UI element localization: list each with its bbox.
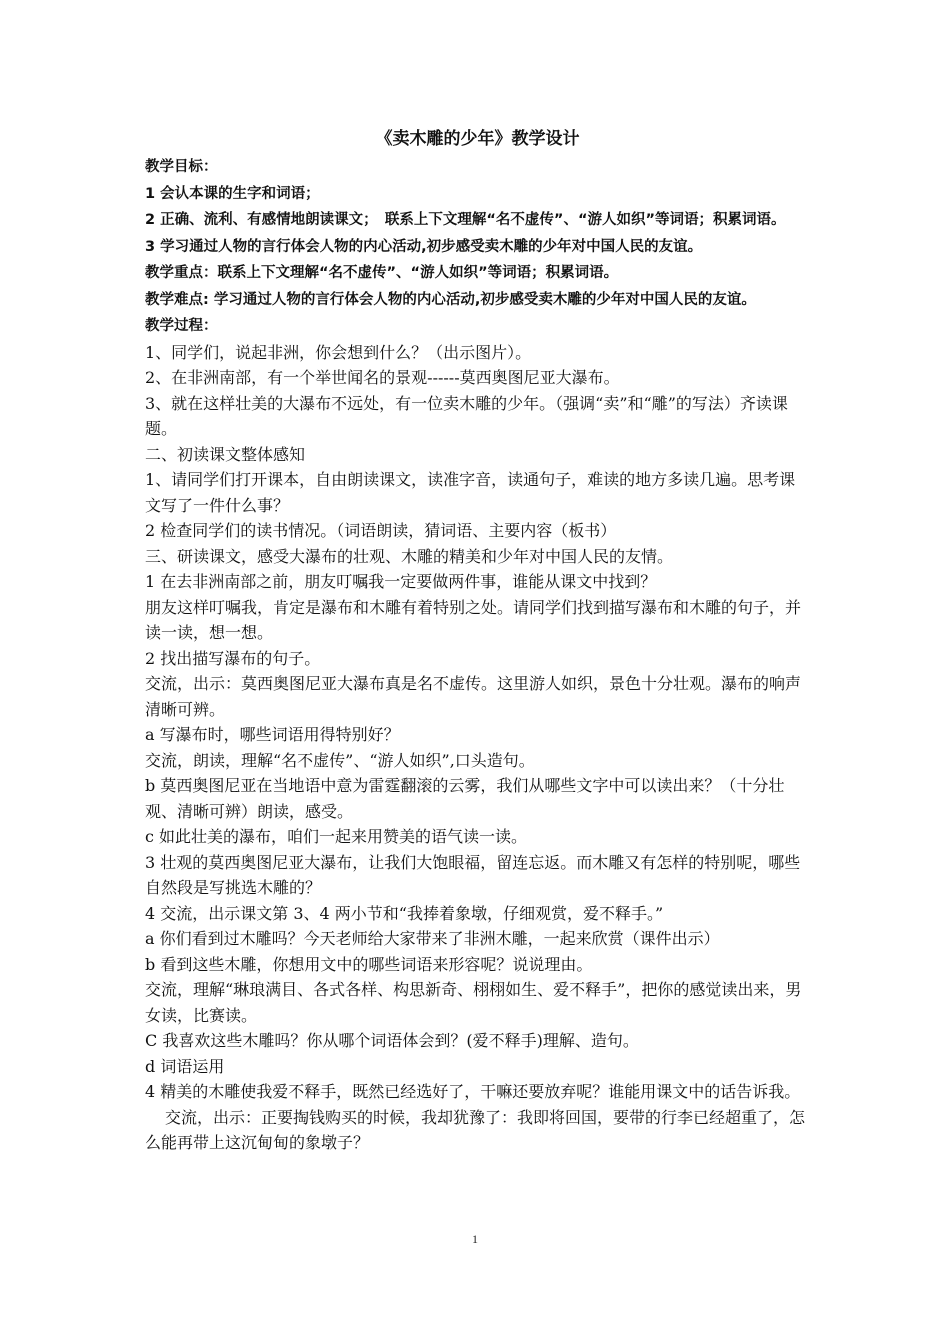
body-paragraph: 4 精美的木雕使我爱不释手，既然已经选好了，干嘛还要放弃呢？谁能用课文中的话告诉我。 [145, 1082, 801, 1101]
body-paragraph: 朋友这样叮嘱我，肯定是瀑布和木雕有着特别之处。请同学们找到描写瀑布和木雕的句子，并读一读，想一想。 [145, 597, 802, 642]
body-paragraph: 交流，出示：正要掏钱购买的时候，我却犹豫了：我即将回国，要带的行李已经超重了，怎么能再带上这沉甸甸的象墩子？ [145, 1107, 806, 1152]
section-heading: 二、初读课文整体感知 [145, 444, 306, 464]
body-paragraph: 1、同学们，说起非洲，你会想到什么？（出示图片）。 [145, 342, 532, 362]
body-paragraph: b 看到这些木雕，你想用文中的哪些词语来形容呢？说说理由。 [145, 954, 593, 974]
body-paragraph: 3 壮观的莫西奥图尼亚大瀑布，让我们大饱眼福，留连忘返。而木雕又有怎样的特别呢，哪些自然段是写挑选木雕的？ [145, 852, 801, 897]
page-number: 1 [472, 1232, 478, 1246]
body-paragraph: 2 找出描写瀑布的句子。 [145, 648, 321, 668]
difficulty: 教学难点: 学习通过人物的言行体会人物的内心活动,初步感受卖木雕的少年对中国人民的友谊。 [145, 291, 756, 308]
body-paragraph: 2、在非洲南部，有一个举世闻名的景观------莫西奥图尼亚大瀑布。 [145, 368, 620, 387]
document-title: 《卖木雕的少年》教学设计 [375, 129, 580, 149]
objective-1: 1 会认本课的生字和词语； [145, 185, 320, 202]
body-paragraph: b 莫西奥图尼亚在当地语中意为雷霆翻滚的云雾，我们从哪些文字中可以读出来？（十分壮观、清晰可辨）朗读，感受。 [145, 776, 785, 821]
body-paragraph: a 写瀑布时，哪些词语用得特别好？ [145, 725, 400, 744]
objective-2: 2 正确、流利、有感情地朗读课文； 联系上下文理解“名不虚传”、“游人如织”等词语；积累词语。 [145, 212, 786, 228]
body-paragraph: 2 检查同学们的读书情况。（词语朗读，猜词语、主要内容（板书） [145, 521, 617, 540]
body-paragraph: 1 在去非洲南部之前，朋友叮嘱我一定要做两件事，谁能从课文中找到？ [145, 572, 657, 591]
objective-3: 3 学习通过人物的言行体会人物的内心活动,初步感受卖木雕的少年对中国人民的友谊。 [145, 238, 703, 255]
body-paragraph: d 词语运用 [145, 1056, 225, 1076]
body-paragraph: C 我喜欢这些木雕吗？你从哪个词语体会到？(爱不释手)理解、造句。 [145, 1031, 639, 1050]
body-paragraph: c 如此壮美的瀑布，咱们一起来用赞美的语气读一读。 [145, 827, 528, 846]
body-paragraph: 交流，理解“琳琅满目、各式各样、构思新奇、栩栩如生、爱不释手”，把你的感觉读出来，男女读，比赛读。 [145, 980, 802, 1025]
body-paragraph: a 你们看到过木雕吗？今天老师给大家带来了非洲木雕，一起来欣赏（课件出示） [145, 929, 720, 948]
objectives-heading: 教学目标： [145, 159, 218, 175]
body-paragraph: 交流，出示：莫西奥图尼亚大瀑布真是名不虚传。这里游人如织，景色十分壮观。瀑布的响声清晰可辨。 [145, 674, 802, 719]
body-paragraph: 4 交流，出示课文第 3、4 两小节和“我捧着象墩，仔细观赏，爱不释手。” [145, 903, 664, 923]
process-heading: 教学过程： [145, 318, 218, 334]
key-point: 教学重点：联系上下文理解“名不虚传”、“游人如织”等词语；积累词语。 [145, 265, 619, 281]
body-paragraph: 1、请同学们打开课本，自由朗读课文，读准字音，读通句子，难读的地方多读几遍。思考课文写了一件什么事？ [145, 470, 796, 515]
body-paragraph: 3、就在这样壮美的大瀑布不远处，有一位卖木雕的少年。（强调“卖”和“雕”的写法）齐读课题。 [145, 393, 788, 438]
document-content [145, 126, 810, 1156]
body-paragraph: 交流，朗读，理解“名不虚传”、“游人如织”,口头造句。 [145, 750, 535, 770]
section-heading: 三、研读课文，感受大瀑布的壮观、木雕的精美和少年对中国人民的友情。 [145, 546, 674, 566]
